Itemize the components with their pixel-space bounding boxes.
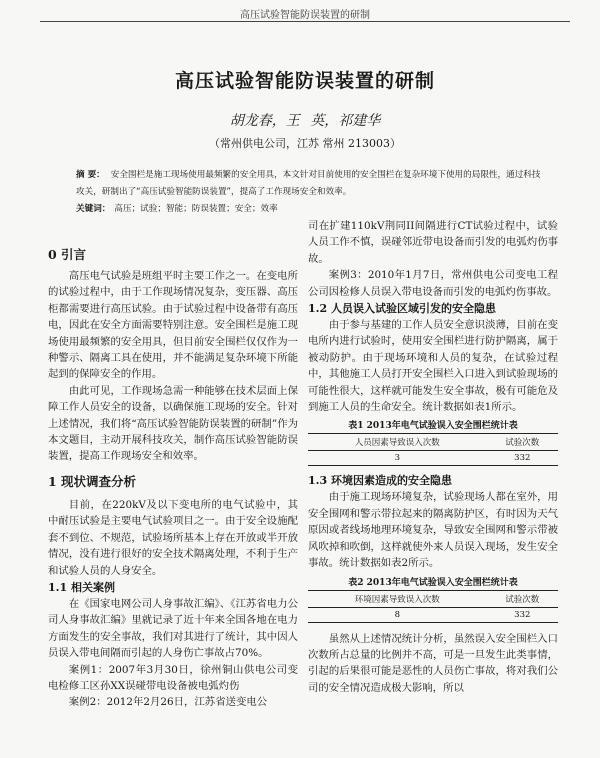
left-column xyxy=(48,246,298,758)
table-row xyxy=(308,607,558,622)
header-rule xyxy=(40,21,570,22)
table-2 xyxy=(308,590,558,623)
section-1-heading: 1 现状调查分析 xyxy=(48,473,137,489)
table-cell: 332 xyxy=(487,607,558,622)
section-1-3-heading: 1.3 环境因素造成的安全隐患 xyxy=(308,474,452,488)
table-header-cell: 环境因素导致误入次数 xyxy=(308,590,487,607)
section-1-1-paragraph-1: 在《国家电网公司人身事故汇编》、《江苏省电力公司人身事故汇编》里就记录了近十年来全国各地在电力方面发生的安全事故，我们对其进行了统计，其中因人员误入带电间隔而引起的人身伤亡事故占70%。 xyxy=(48,597,298,660)
table-header-cell: 试验次数 xyxy=(487,590,558,607)
affiliation: （常州供电公司，江苏 常州 213003） xyxy=(209,137,401,150)
table-1 xyxy=(308,433,558,466)
right-column xyxy=(308,218,558,730)
table-cell: 3 xyxy=(308,451,487,466)
table-cell: 8 xyxy=(308,607,487,622)
table-row xyxy=(308,451,558,466)
article-title: 高压试验智能防误装置的研制 xyxy=(174,70,435,92)
running-head: 高压试验智能防误装置的研制 xyxy=(240,10,370,21)
section-1-3-paragraph-1: 由于施工现场环境复杂，试验现场人都在室外，用安全围网和警示带拉起来的隔离防护区，有时因为天气原因或者线场地理环境复杂，导致安全围网和警示带被风吹掉和吹倒，这样就使外来人员误入现场，发生安全事故。统计数据如表2所示。 xyxy=(308,491,558,570)
keywords-text: 高压；试验；智能；防误装置；安全；效率 xyxy=(114,204,278,214)
abstract xyxy=(76,167,546,201)
table-1-caption: 表1 2013年电气试验误入安全围栏统计表 xyxy=(348,421,518,432)
section-0-heading: 0 引言 xyxy=(48,247,87,262)
table-cell: 332 xyxy=(487,451,558,466)
section-1-1-heading: 1.1 相关案例 xyxy=(48,580,115,594)
table-2-caption: 表2 2013年电气试验误入安全围栏统计表 xyxy=(348,577,518,588)
case-2: 案例2：2012年2月26日，江苏省送变电公 xyxy=(68,696,268,709)
closing-paragraph: 虽然从上述情况统计分析，虽然误入安全围栏入口次数所占总量的比例并不高，可是一旦发生此类事情，引起的后果很可能是恶性的人员伤亡事故，将对我们公司的安全情况造成极大影响，所以 xyxy=(308,632,558,694)
table-header-cell: 人员因素导致误入次数 xyxy=(308,434,487,451)
continued-paragraph: 司在扩建110kV荆同II间隔进行CT试验过程中，试验人员工作不慎，误碰邻近带电设备而引发的电弧灼伤事故。 xyxy=(308,220,558,265)
section-1-paragraph-1: 目前，在220kV及以下变电所的电气试验中，其中耐压试验是主要电气试验项目之一。由于安全设施配套不到位、不规范，试验场所基本上存在开放或半开放情况，没有进行很好的安全技术隔离处理，不利于生产和试验人员的人身安全。 xyxy=(48,498,298,577)
abstract-label: 摘 要： xyxy=(76,170,105,180)
table-header-cell: 试验次数 xyxy=(487,434,558,451)
keywords-label: 关键词： xyxy=(76,204,111,214)
case-1: 案例1：2007年3月30日，徐州铜山供电公司变电检修工区孙XX误碰带电设备被电弧灼伤 xyxy=(48,663,298,692)
section-0-paragraph-1: 高压电气试验是班组平时主要工作之一。在变电所的试验过程中，由于工作现场情况复杂，变压器、高压柜都需要进行高压试验。由于试验过程中设备带有高压电，因此在安全方面需要特别注意。安全围栏是施工现场使用最频繁的安全用具，但目前安全围栏仅仅作为一种警示、隔离工具在使用，并不能满足复杂环境下所能起到的保障安全的作用。 xyxy=(48,270,298,381)
section-0-paragraph-2: 由此可见，工作现场急需一种能够在技术层面上保障工作人员安全的设备，以确保施工现场的安全。针对上述情况，我们将“高压试验智能防误装置的研制”作为本文题目，主动开展科技攻关，制作高压试验智能防误装置，提高工作现场安全和效率。 xyxy=(48,384,298,463)
case-3: 案例3：2010年1月7日，常州供电公司变电工程公司因检修人员误入带电设备而引发的电弧灼伤事故。 xyxy=(308,269,558,298)
authors: 胡龙春，王 英，祁建华 xyxy=(229,113,381,129)
section-1-2-heading: 1.2 人员误入试验区域引发的安全隐患 xyxy=(308,302,496,316)
keywords xyxy=(76,202,546,214)
section-1-2-paragraph-1: 由于参与基建的工作人员安全意识淡薄，目前在变电所内进行试验时，使用安全围栏进行防护隔离，属于被动防护。由于现场环境和人员的复杂，在试验过程中，其他施工人员打开安全围栏入口进入到试验现场的可能性很大，这样就可能发生安全事故，极有可能危及到施工人员的生命安全。统计数据如表1所示。 xyxy=(308,319,558,414)
abstract-text: 安全围栏是施工现场使用最频繁的安全用具，本文针对目前使用的安全围栏在复杂环境下使用的局限性，通过科技攻关，研制出了“高压试验智能防误装置”，提高了工作现场安全和效率。 xyxy=(76,170,541,197)
